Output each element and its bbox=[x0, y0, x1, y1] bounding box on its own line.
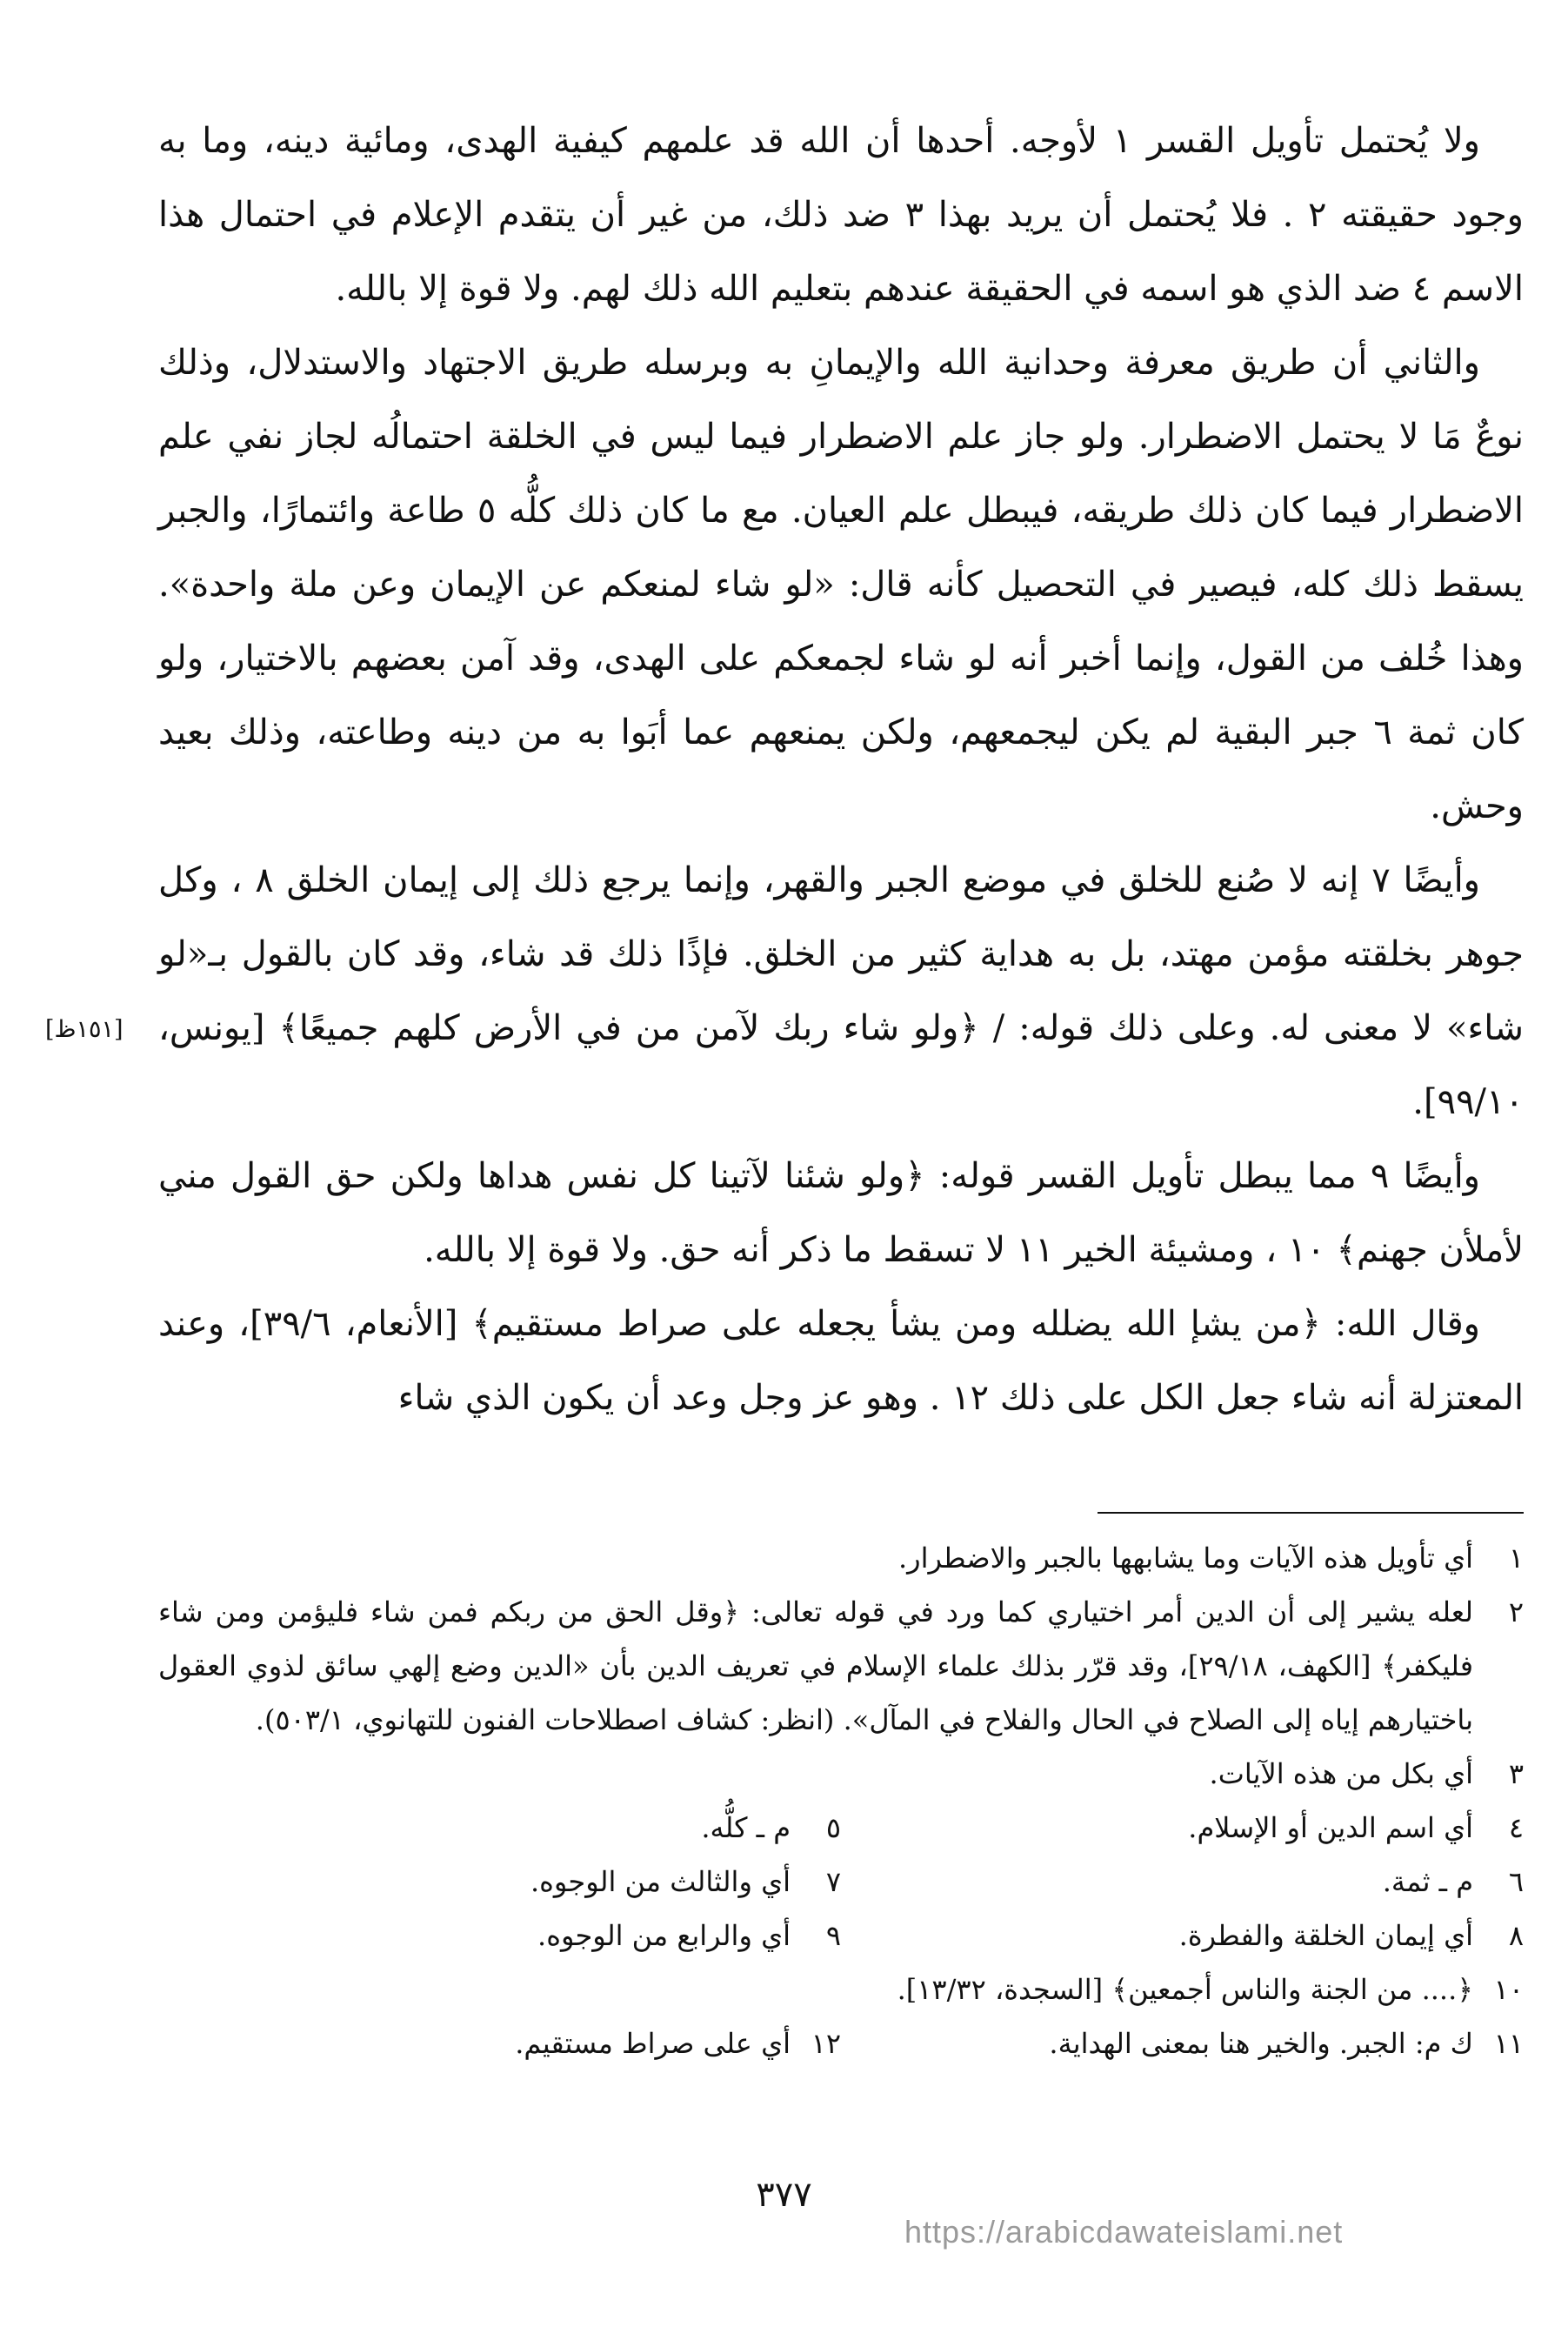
footnote-text: أي على صراط مستقيم. bbox=[515, 2027, 791, 2060]
footnote-row bbox=[158, 1909, 1524, 1963]
footnote-number: ٩ bbox=[825, 1919, 841, 1952]
footnote-number: ٨ bbox=[1508, 1919, 1524, 1952]
page-number: ٣٧٧ bbox=[756, 2175, 812, 2215]
footnote-number: ٣ bbox=[1508, 1757, 1524, 1790]
footnote-6 bbox=[841, 1855, 1524, 1909]
footnote-1 bbox=[158, 1531, 1524, 1585]
footnote-text: أي اسم الدين أو الإسلام. bbox=[1188, 1811, 1473, 1844]
footnote-5 bbox=[158, 1801, 841, 1855]
footnote-text: أي والثالث من الوجوه. bbox=[530, 1865, 791, 1898]
footnote-11 bbox=[841, 2016, 1524, 2070]
footnote-10 bbox=[158, 1963, 1524, 2016]
footnote-text: أي تأويل هذه الآيات وما يشابهها بالجبر والاضطرار. bbox=[897, 1541, 1473, 1575]
paragraph-1: ولا يُحتمل تأويل القسر ١ لأوجه. أحدها أن الله قد علمهم كيفية الهدى، ومائية دينه، وما به وجود حقيقته ٢ . فلا يُحتمل أن يريد بهذا ٣ ضد ذلك، من غير أن يتقدم الإعلام في احتمال هذا الاسم ٤ ضد الذي هو اسمه في الحقيقة عندهم بتعليم الله ذلك لهم. ولا قوة إلا بالله. bbox=[158, 121, 1524, 309]
paragraph-5: وقال الله: ﴿من يشإ الله يضلله ومن يشأ يجعله على صراط مستقيم﴾ [الأنعام، ٣٩/٦]، وعند المعتزلة أنه شاء جعل الكل على ذلك ١٢ . وهو عز وجل وعد أن يكون الذي شاء bbox=[158, 1304, 1524, 1418]
footnote-text: ك م: الجبر. والخير هنا بمعنى الهداية. bbox=[1049, 2027, 1473, 2060]
footnote-row bbox=[158, 2016, 1524, 2070]
footnote-row bbox=[158, 1855, 1524, 1909]
footnote-8 bbox=[841, 1909, 1524, 1963]
footnote-number: ١٢ bbox=[811, 2027, 841, 2060]
footnote-text: م ـ ثمة. bbox=[1382, 1865, 1473, 1898]
footnotes bbox=[158, 1531, 1524, 2070]
footnote-9 bbox=[158, 1909, 841, 1963]
footnote-3 bbox=[158, 1747, 1524, 1801]
paragraph-2: والثاني أن طريق معرفة وحدانية الله والإيمانِ به وبرسله طريق الاجتهاد والاستدلال، وذلك نوعٌ مَا لا يحتمل الاضطرار. ولو جاز علم الاضطرار فيما ليس في الخلقة احتمالُه لجاز نفي علم الاضطرار فيما كان ذلك طريقه، فيبطل علم العيان. مع ما كان ذلك كلُّه ٥ طاعة وائتمارًا، والجبر يسقط ذلك كله، فيصير في التحصيل كأنه قال: «لو شاء لمنعكم عن الإيمان وعن ملة واحدة». وهذا خُلف من القول، وإنما أخبر أنه لو شاء لجمعكم على الهدى، وقد آمن بعضهم بالاختيار، ولو كان ثمة ٦ جبر البقية لم يكن ليجمعهم، ولكن يمنعهم عما أبَوا به من دينه وطاعته، وذلك بعيد وحش. bbox=[158, 343, 1524, 826]
footnote-text: ﴿.... من الجنة والناس أجمعين﴾ [السجدة، ١٣/٣٢]. bbox=[897, 1973, 1473, 2006]
footnote-12 bbox=[158, 2016, 841, 2070]
footnote-number: ٥ bbox=[825, 1811, 841, 1844]
footnote-number: ٧ bbox=[825, 1865, 841, 1898]
footnote-text: أي والرابع من الوجوه. bbox=[537, 1919, 791, 1952]
footnote-text: لعله يشير إلى أن الدين أمر اختياري كما ورد في قوله تعالى: ﴿وقل الحق من ربكم فمن شاء فليؤمن ومن شاء فليكفر﴾ [الكهف، ٢٩/١٨]، وقد قرّر بذلك علماء الإسلام في تعريف الدين بأن «الدين وضع إلهي سائق لذوي العقول باختيارهم إياه إلى الصلاح في الحال والفلاح في المآل». (انظر: كشاف اصطلاحات الفنون للتهانوي، ٥٠٣/١). bbox=[158, 1595, 1474, 1736]
footnote-4 bbox=[841, 1801, 1524, 1855]
footnote-number: ١٠ bbox=[1493, 1973, 1524, 2006]
manuscript-folio-ref: [١٥١ظ] bbox=[45, 1016, 123, 1043]
main-text bbox=[158, 104, 1524, 1435]
footnote-2 bbox=[158, 1585, 1524, 1747]
footnote-text: أي إيمان الخلقة والفطرة. bbox=[1178, 1919, 1473, 1952]
footnote-text: أي بكل من هذه الآيات. bbox=[1209, 1757, 1473, 1790]
footnote-number: ٦ bbox=[1508, 1865, 1524, 1898]
footnote-separator bbox=[1098, 1512, 1524, 1514]
footnote-row bbox=[158, 1801, 1524, 1855]
footnote-number: ١ bbox=[1508, 1541, 1524, 1575]
footnote-number: ١١ bbox=[1493, 2027, 1524, 2060]
watermark-url: https://arabicdawateislami.net bbox=[904, 2214, 1344, 2250]
footnote-7 bbox=[158, 1855, 841, 1909]
footnote-text: م ـ كلُّه. bbox=[701, 1811, 791, 1844]
footnote-number: ٢ bbox=[1508, 1595, 1524, 1628]
paragraph-3: وأيضًا ٧ إنه لا صُنع للخلق في موضع الجبر والقهر، وإنما يرجع ذلك إلى إيمان الخلق ٨ ، وكل جوهر بخلقته مؤمن مهتد، بل به هداية كثير من الخلق. فإذًا ذلك قد شاء، وقد كان بالقول بـ«لو شاء» لا معنى له. وعلى ذلك قوله: / ﴿ولو شاء ربك لآمن من في الأرض كلهم جميعًا﴾ [يونس، ٩٩/١٠]. bbox=[158, 860, 1524, 1122]
footnote-number: ٤ bbox=[1508, 1811, 1524, 1844]
paragraph-4: وأيضًا ٩ مما يبطل تأويل القسر قوله: ﴿ولو شئنا لآتينا كل نفس هداها ولكن حق القول مني لأملأن جهنم﴾ ١٠ ، ومشيئة الخير ١١ لا تسقط ما ذكر أنه حق. ولا قوة إلا بالله. bbox=[158, 1156, 1524, 1270]
